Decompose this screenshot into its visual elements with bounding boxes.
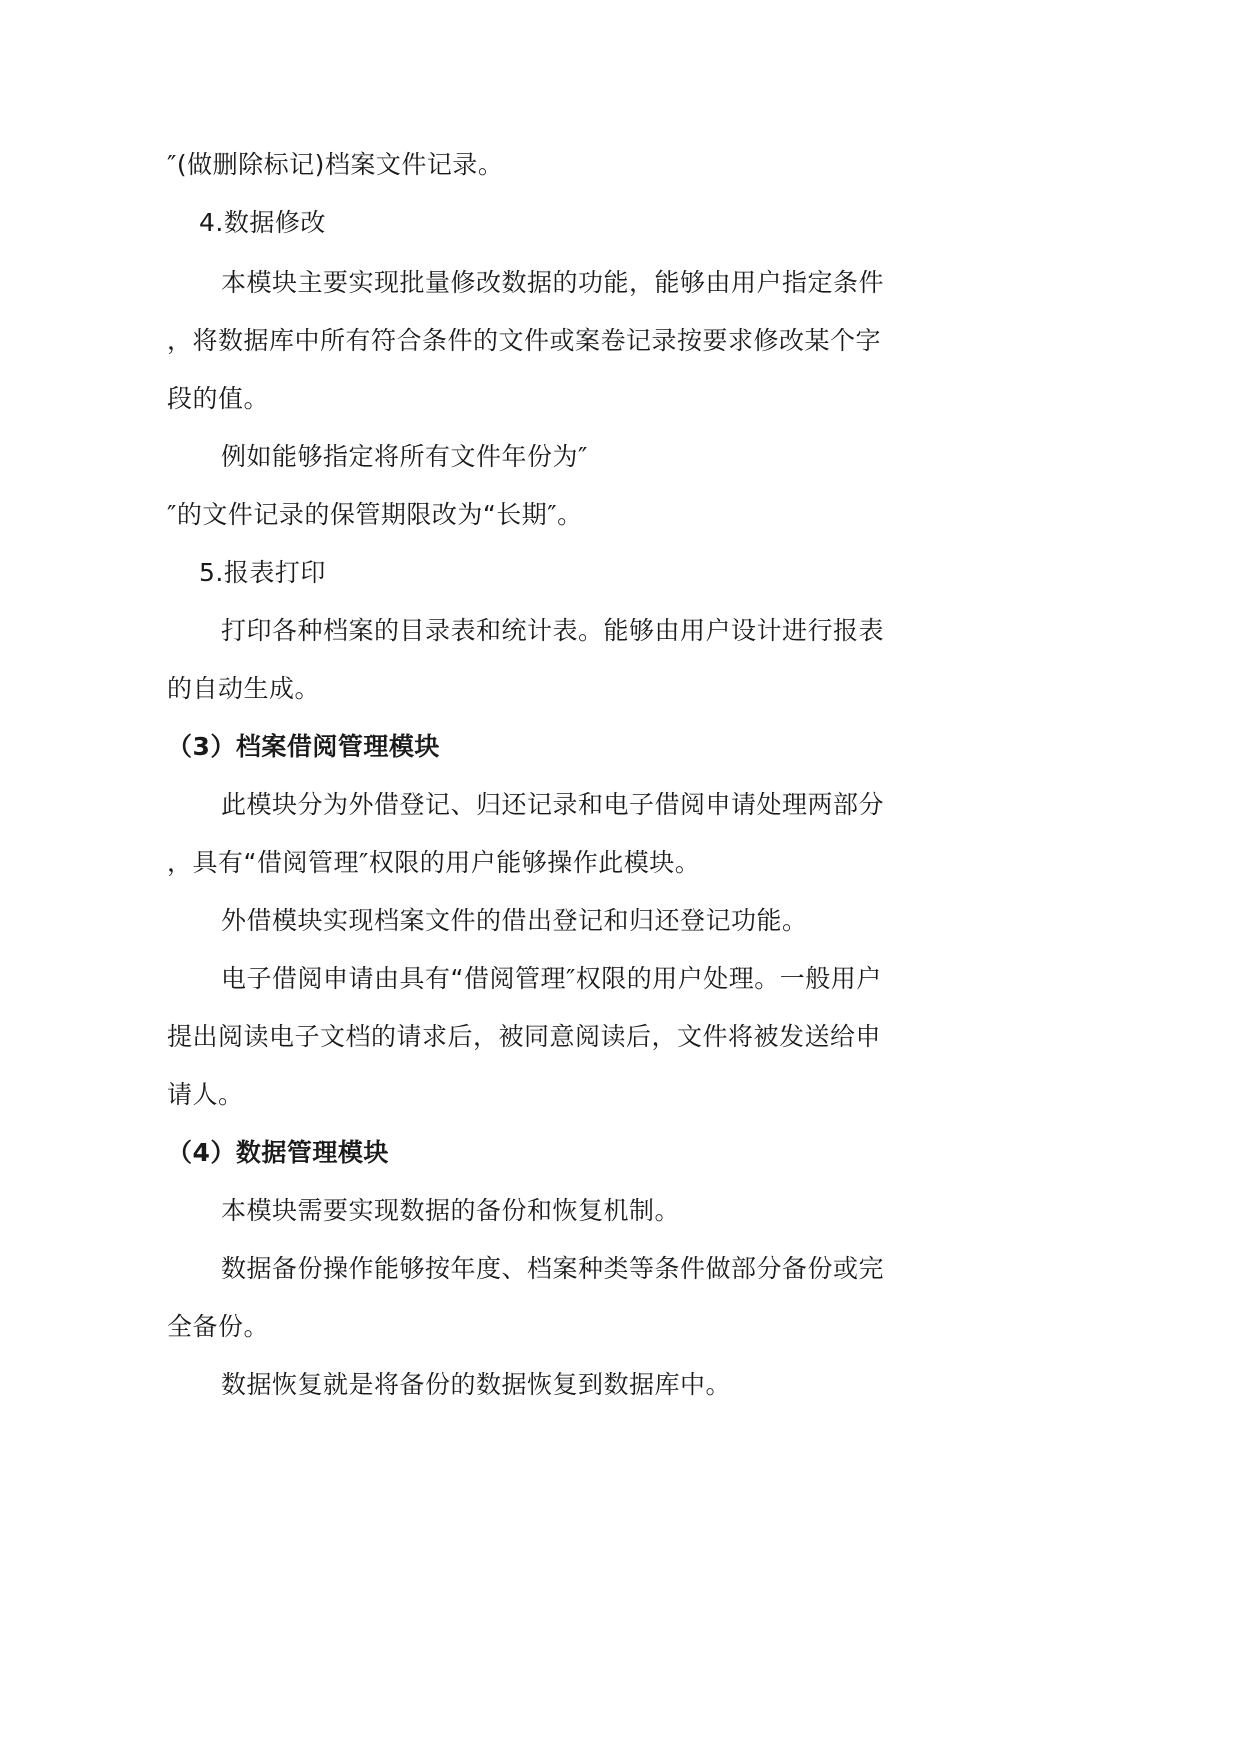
text-line: ，具有“借阅管理″权限的用户能够操作此模块。 <box>167 848 701 877</box>
text-line: 例如能够指定将所有文件年份为″ <box>221 442 588 471</box>
text-line: ，将数据库中所有符合条件的文件或案卷记录按要求修改某个字 <box>167 326 882 355</box>
subheading-report-print: 5.报表打印 <box>199 558 326 587</box>
text-line: ″(做删除标记)档案文件记录。 <box>167 150 504 179</box>
text-line: 电子借阅申请由具有“借阅管理″权限的用户处理。一般用户 <box>221 964 882 993</box>
text-line: 段的值。 <box>167 384 270 413</box>
text-line: 提出阅读电子文档的请求后，被同意阅读后，文件将被发送给申 <box>167 1022 882 1051</box>
text-line: 请人。 <box>167 1080 244 1109</box>
text-line: 本模块主要实现批量修改数据的功能，能够由用户指定条件 <box>221 268 885 297</box>
text-line: 本模块需要实现数据的备份和恢复机制。 <box>221 1196 681 1225</box>
text-line: 此模块分为外借登记、归还记录和电子借阅申请处理两部分 <box>221 790 885 819</box>
section-heading-data-management: （4）数据管理模块 <box>167 1138 389 1167</box>
text-line: 全备份。 <box>167 1312 270 1341</box>
text-line: 数据备份操作能够按年度、档案种类等条件做部分备份或完 <box>221 1254 885 1283</box>
text-line: 外借模块实现档案文件的借出登记和归还登记功能。 <box>221 906 808 935</box>
text-line: ″的文件记录的保管期限改为“长期″。 <box>167 500 583 529</box>
section-heading-borrow-module: （3）档案借阅管理模块 <box>167 732 440 761</box>
text-line: 的自动生成。 <box>167 674 321 703</box>
subheading-data-modify: 4.数据修改 <box>199 208 326 237</box>
text-line: 数据恢复就是将备份的数据恢复到数据库中。 <box>221 1370 732 1399</box>
text-line: 打印各种档案的目录表和统计表。能够由用户设计进行报表 <box>221 616 885 645</box>
